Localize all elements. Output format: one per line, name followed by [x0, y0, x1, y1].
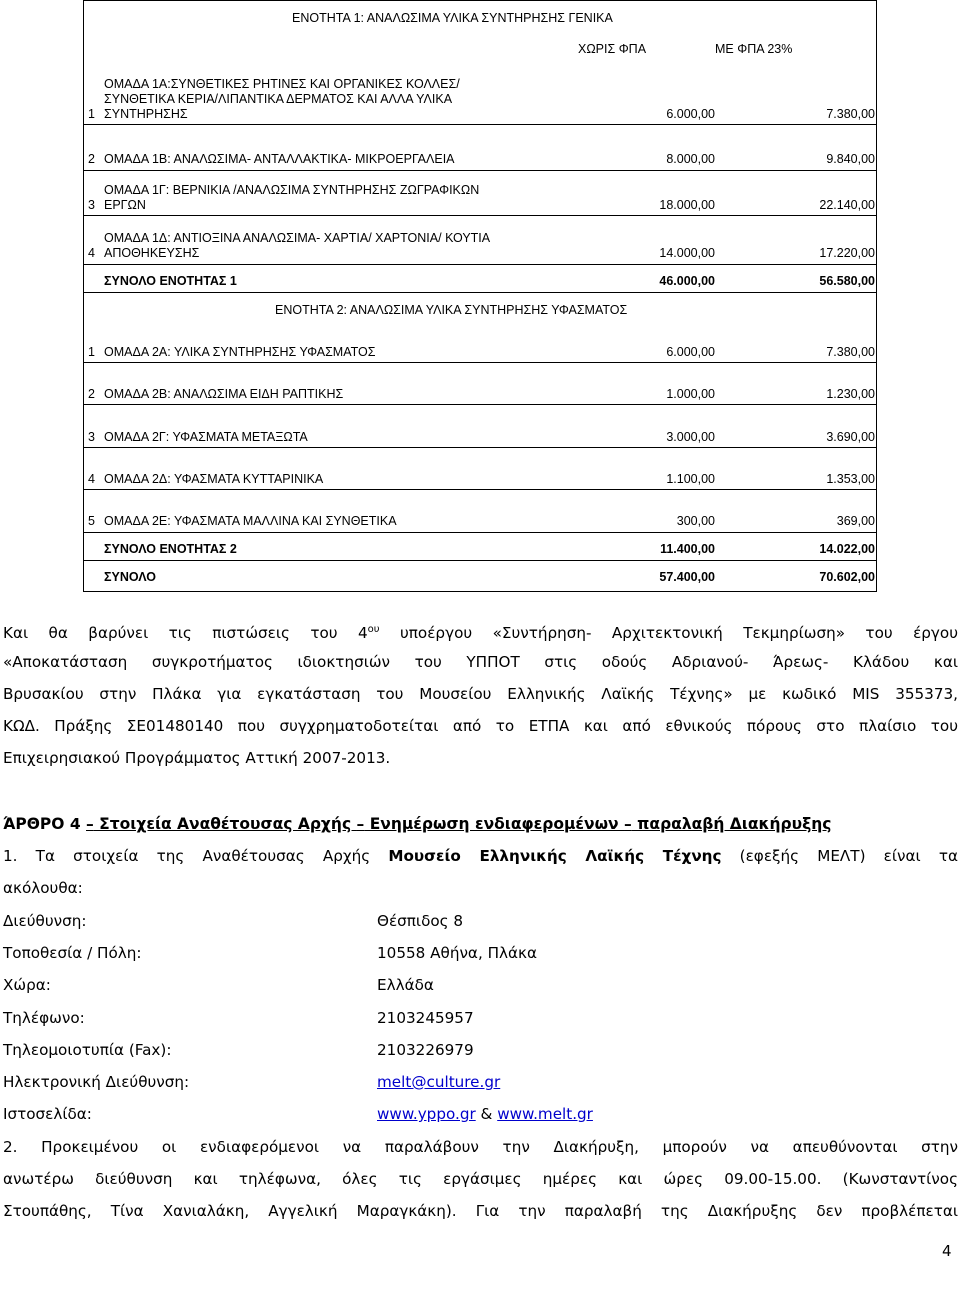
column-header-vat: ΜΕ ΦΠΑ 23%	[715, 42, 793, 56]
row-description: ΟΜΑΔΑ 2Ε: ΥΦΑΣΜΑΤΑ ΜΑΛΛΙΝΑ ΚΑΙ ΣΥΝΘΕΤΙΚΑ	[104, 514, 397, 528]
unit2-title: ΕΝΟΤΗΤΑ 2: ΑΝΑΛΩΣΙΜΑ ΥΛΙΚΑ ΣΥΝΤΗΡΗΣΗΣ ΥΦΑΣΜΑΤΟΣ	[275, 303, 628, 317]
amount-with-vat: 9.840,00	[826, 152, 875, 166]
heading-dash: –	[86, 815, 94, 833]
table-bottom-border	[83, 591, 877, 592]
grand-total-label: ΣΥΝΟΛΟ	[104, 570, 156, 584]
country-value: Ελλάδα	[377, 976, 434, 994]
unit1-title: ΕΝΟΤΗΤΑ 1: ΑΝΑΛΩΣΙΜΑ ΥΛΙΚΑ ΣΥΝΤΗΡΗΣΗΣ ΓΕΝΙΚΑ	[292, 11, 613, 25]
amount-with-vat: 7.380,00	[826, 345, 875, 359]
funding-paragraph-line: Βρυσακίου στην Πλάκα για εγκατάσταση του Μουσείου Ελληνικής Λαϊκής Τέχνης» με κωδικό MIS 355373,	[3, 685, 958, 703]
row-divider	[83, 404, 877, 405]
unit2-total-no-vat: 11.400,00	[660, 542, 715, 556]
table-right-border	[876, 35, 877, 592]
amount-with-vat: 1.230,00	[826, 387, 875, 401]
amount-no-vat: 6.000,00	[666, 107, 715, 121]
row-description: ΟΜΑΔΑ 1Γ: ΒΕΡΝΙΚΙΑ /ΑΝΑΛΩΣΙΜΑ ΣΥΝΤΗΡΗΣΗΣ ΖΩΓΡΑΦΙΚΩΝ	[104, 183, 480, 197]
row-description: ΣΥΝΤΗΡΗΣΗΣ	[104, 107, 188, 121]
amount-with-vat: 3.690,00	[826, 430, 875, 444]
table-right-border-top	[876, 0, 877, 35]
superscript: ου	[367, 624, 380, 635]
authority-intro-line: ακόλουθα:	[3, 879, 83, 897]
heading-part: Ενημέρωση ενδιαφερομένων	[364, 815, 625, 833]
row-number: 4	[88, 472, 95, 486]
page-number: 4	[942, 1242, 952, 1260]
amount-no-vat: 300,00	[676, 514, 715, 528]
website-label: Ιστοσελίδα:	[3, 1105, 92, 1123]
row-number: 1	[88, 345, 95, 359]
phone-label: Τηλέφωνο:	[3, 1009, 85, 1027]
pickup-paragraph-line: 2. Προκειμένου οι ενδιαφερόμενοι να παραλάβουν την Διακήρυξη, μπορούν να απευθύνονται στην	[3, 1138, 958, 1156]
article-number: ΆΡΘΡΟ 4	[3, 815, 87, 833]
amount-with-vat: 22.140,00	[819, 198, 875, 212]
unit1-total-with-vat: 56.580,00	[819, 274, 875, 288]
row-description: ΟΜΑΔΑ 1Β: ΑΝΑΛΩΣΙΜΑ- ΑΝΤΑΛΛΑΚΤΙΚΑ- ΜΙΚΡΟΕΡΓΑΛΕΙΑ	[104, 152, 455, 166]
paragraph-text: (εφεξής ΜΕΛΤ) είναι τα	[721, 847, 958, 865]
row-number: 5	[88, 514, 95, 528]
row-number: 1	[88, 107, 95, 121]
paragraph-text: 1. Τα στοιχεία της Αναθέτουσας Αρχής	[3, 847, 389, 865]
phone-value: 2103245957	[377, 1009, 474, 1027]
row-description: ΟΜΑΔΑ 2Β: ΑΝΑΛΩΣΙΜΑ ΕΙΔΗ ΡΑΠΤΙΚΗΣ	[104, 387, 344, 401]
heading-dash: –	[624, 815, 632, 833]
amount-with-vat: 369,00	[836, 514, 875, 528]
row-description: ΑΠΟΘΗΚΕΥΣΗΣ	[104, 246, 200, 260]
row-divider	[83, 489, 877, 490]
row-number: 4	[88, 246, 95, 260]
heading-part: παραλαβή Διακήρυξης	[631, 815, 832, 833]
amount-no-vat: 6.000,00	[666, 345, 715, 359]
row-number: 2	[88, 152, 95, 166]
ampersand: &	[475, 1105, 498, 1123]
email-value	[377, 1066, 500, 1098]
row-number: 3	[88, 430, 95, 444]
row-description: ΟΜΑΔΑ 1Δ: ΑΝΤΙΟΞΙΝΑ ΑΝΑΛΩΣΙΜΑ- ΧΑΡΤΙΑ/ ΧΑΡΤΟΝΙΑ/ ΚΟΥΤΙΑ	[104, 231, 491, 245]
heading-dash: –	[356, 815, 365, 833]
table-top-border	[83, 0, 877, 1]
unit1-total-no-vat: 46.000,00	[659, 274, 715, 288]
row-divider	[83, 532, 877, 533]
row-divider	[83, 447, 877, 448]
amount-with-vat: 17.220,00	[819, 246, 875, 260]
row-divider	[83, 264, 877, 265]
row-description: ΟΜΑΔΑ 2Γ: ΥΦΑΣΜΑΤΑ ΜΕΤΑΞΩΤΑ	[104, 430, 308, 444]
row-description: ΟΜΑΔΑ 2Α: ΥΛΙΚΑ ΣΥΝΤΗΡΗΣΗΣ ΥΦΑΣΜΑΤΟΣ	[104, 345, 376, 359]
email-label: Ηλεκτρονική Διεύθυνση:	[3, 1073, 190, 1091]
column-header-no-vat: ΧΩΡΙΣ ΦΠΑ	[578, 42, 647, 56]
funding-paragraph-line	[3, 614, 958, 649]
funding-paragraph-line: Επιχειρησιακού Προγράμματος Αττική 2007-2013.	[3, 749, 391, 767]
email-link[interactable]: melt@culture.gr	[377, 1073, 501, 1091]
unit2-total-with-vat: 14.022,00	[819, 542, 875, 556]
row-divider	[83, 362, 877, 363]
fax-label: Τηλεομοιοτυπία (Fax):	[3, 1041, 172, 1059]
amount-with-vat: 7.380,00	[826, 107, 875, 121]
row-number: 3	[88, 198, 95, 212]
pickup-paragraph-line: Στουπάθης, Τίνα Χανιαλάκη, Αγγελική Μαραγκάκη). Για την παραλαβή της Διακήρυξης δεν προβλέπεται	[3, 1202, 958, 1220]
row-description: ΟΜΑΔΑ 2Δ: ΥΦΑΣΜΑΤΑ ΚΥΤΤΑΡΙΝΙΚΑ	[104, 472, 324, 486]
unit2-total-label: ΣΥΝΟΛΟ ΕΝΟΤΗΤΑΣ 2	[104, 542, 237, 556]
amount-no-vat: 18.000,00	[659, 198, 715, 212]
funding-paragraph-line: «Αποκατάσταση συγκροτήματος ιδιοκτησιών του ΥΠΠΟΤ στις οδούς Αδριανού- Άρεως- Κλάδου και	[3, 653, 958, 671]
row-divider	[83, 560, 877, 561]
paragraph-text: Και θα βαρύνει τις πιστώσεις του 4	[3, 624, 368, 643]
address-value: Θέσπιδος 8	[377, 912, 464, 930]
row-divider	[83, 170, 877, 171]
table-left-border	[83, 0, 84, 592]
article-heading	[3, 808, 958, 840]
amount-no-vat: 1.100,00	[666, 472, 715, 486]
amount-with-vat: 1.353,00	[826, 472, 875, 486]
website-value	[377, 1098, 593, 1130]
funding-paragraph-line: ΚΩΔ. Πράξης ΣΕ01480140 που συγχρηματοδοτείται από το ΕΤΠΑ και από εθνικούς πόρους στο πλαίσιο του	[3, 717, 958, 735]
row-description: ΣΥΝΘΕΤΙΚΑ ΚΕΡΙΑ/ΛΙΠΑΝΤΙΚΑ ΔΕΡΜΑΤΟΣ ΚΑΙ ΑΛΛΑ ΥΛΙΚΑ	[104, 92, 453, 106]
address-label: Διεύθυνση:	[3, 912, 87, 930]
grand-total-with-vat: 70.602,00	[819, 570, 875, 584]
pickup-paragraph-line: ανωτέρω διεύθυνση και τηλέφωνα, όλες τις εργάσιμες ημέρες και ώρες 09.00-15.00. (Κωνσταντίνος	[3, 1170, 958, 1188]
city-value: 10558 Αθήνα, Πλάκα	[377, 944, 537, 962]
amount-no-vat: 14.000,00	[659, 246, 715, 260]
row-divider	[83, 124, 877, 125]
unit1-total-label: ΣΥΝΟΛΟ ΕΝΟΤΗΤΑΣ 1	[104, 274, 237, 288]
row-divider	[83, 292, 877, 293]
budget-table	[83, 0, 877, 592]
website-link-yppo[interactable]: www.yppo.gr	[377, 1105, 476, 1123]
country-label: Χώρα:	[3, 976, 51, 994]
city-label: Τοποθεσία / Πόλη:	[3, 944, 142, 962]
fax-value: 2103226979	[377, 1041, 474, 1059]
amount-no-vat: 3.000,00	[666, 430, 715, 444]
row-number: 2	[88, 387, 95, 401]
paragraph-text: υποέργου «Συντήρηση- Αρχιτεκτονική Τεκμηρίωση» του έργου	[379, 624, 958, 643]
heading-part: Στοιχεία Αναθέτουσας Αρχής	[93, 815, 357, 833]
amount-no-vat: 1.000,00	[666, 387, 715, 401]
museum-name: Μουσείο Ελληνικής Λαϊκής Τέχνης	[388, 847, 722, 865]
grand-total-no-vat: 57.400,00	[659, 570, 715, 584]
row-divider	[83, 215, 877, 216]
row-description: ΕΡΓΩΝ	[104, 198, 146, 212]
authority-intro-line	[3, 840, 958, 872]
website-link-melt[interactable]: www.melt.gr	[497, 1105, 593, 1123]
amount-no-vat: 8.000,00	[666, 152, 715, 166]
row-description: ΟΜΑΔΑ 1Α:ΣΥΝΘΕΤΙΚΕΣ ΡΗΤΙΝΕΣ ΚΑΙ ΟΡΓΑΝΙΚΕΣ ΚΟΛΛΕΣ/	[104, 77, 460, 91]
